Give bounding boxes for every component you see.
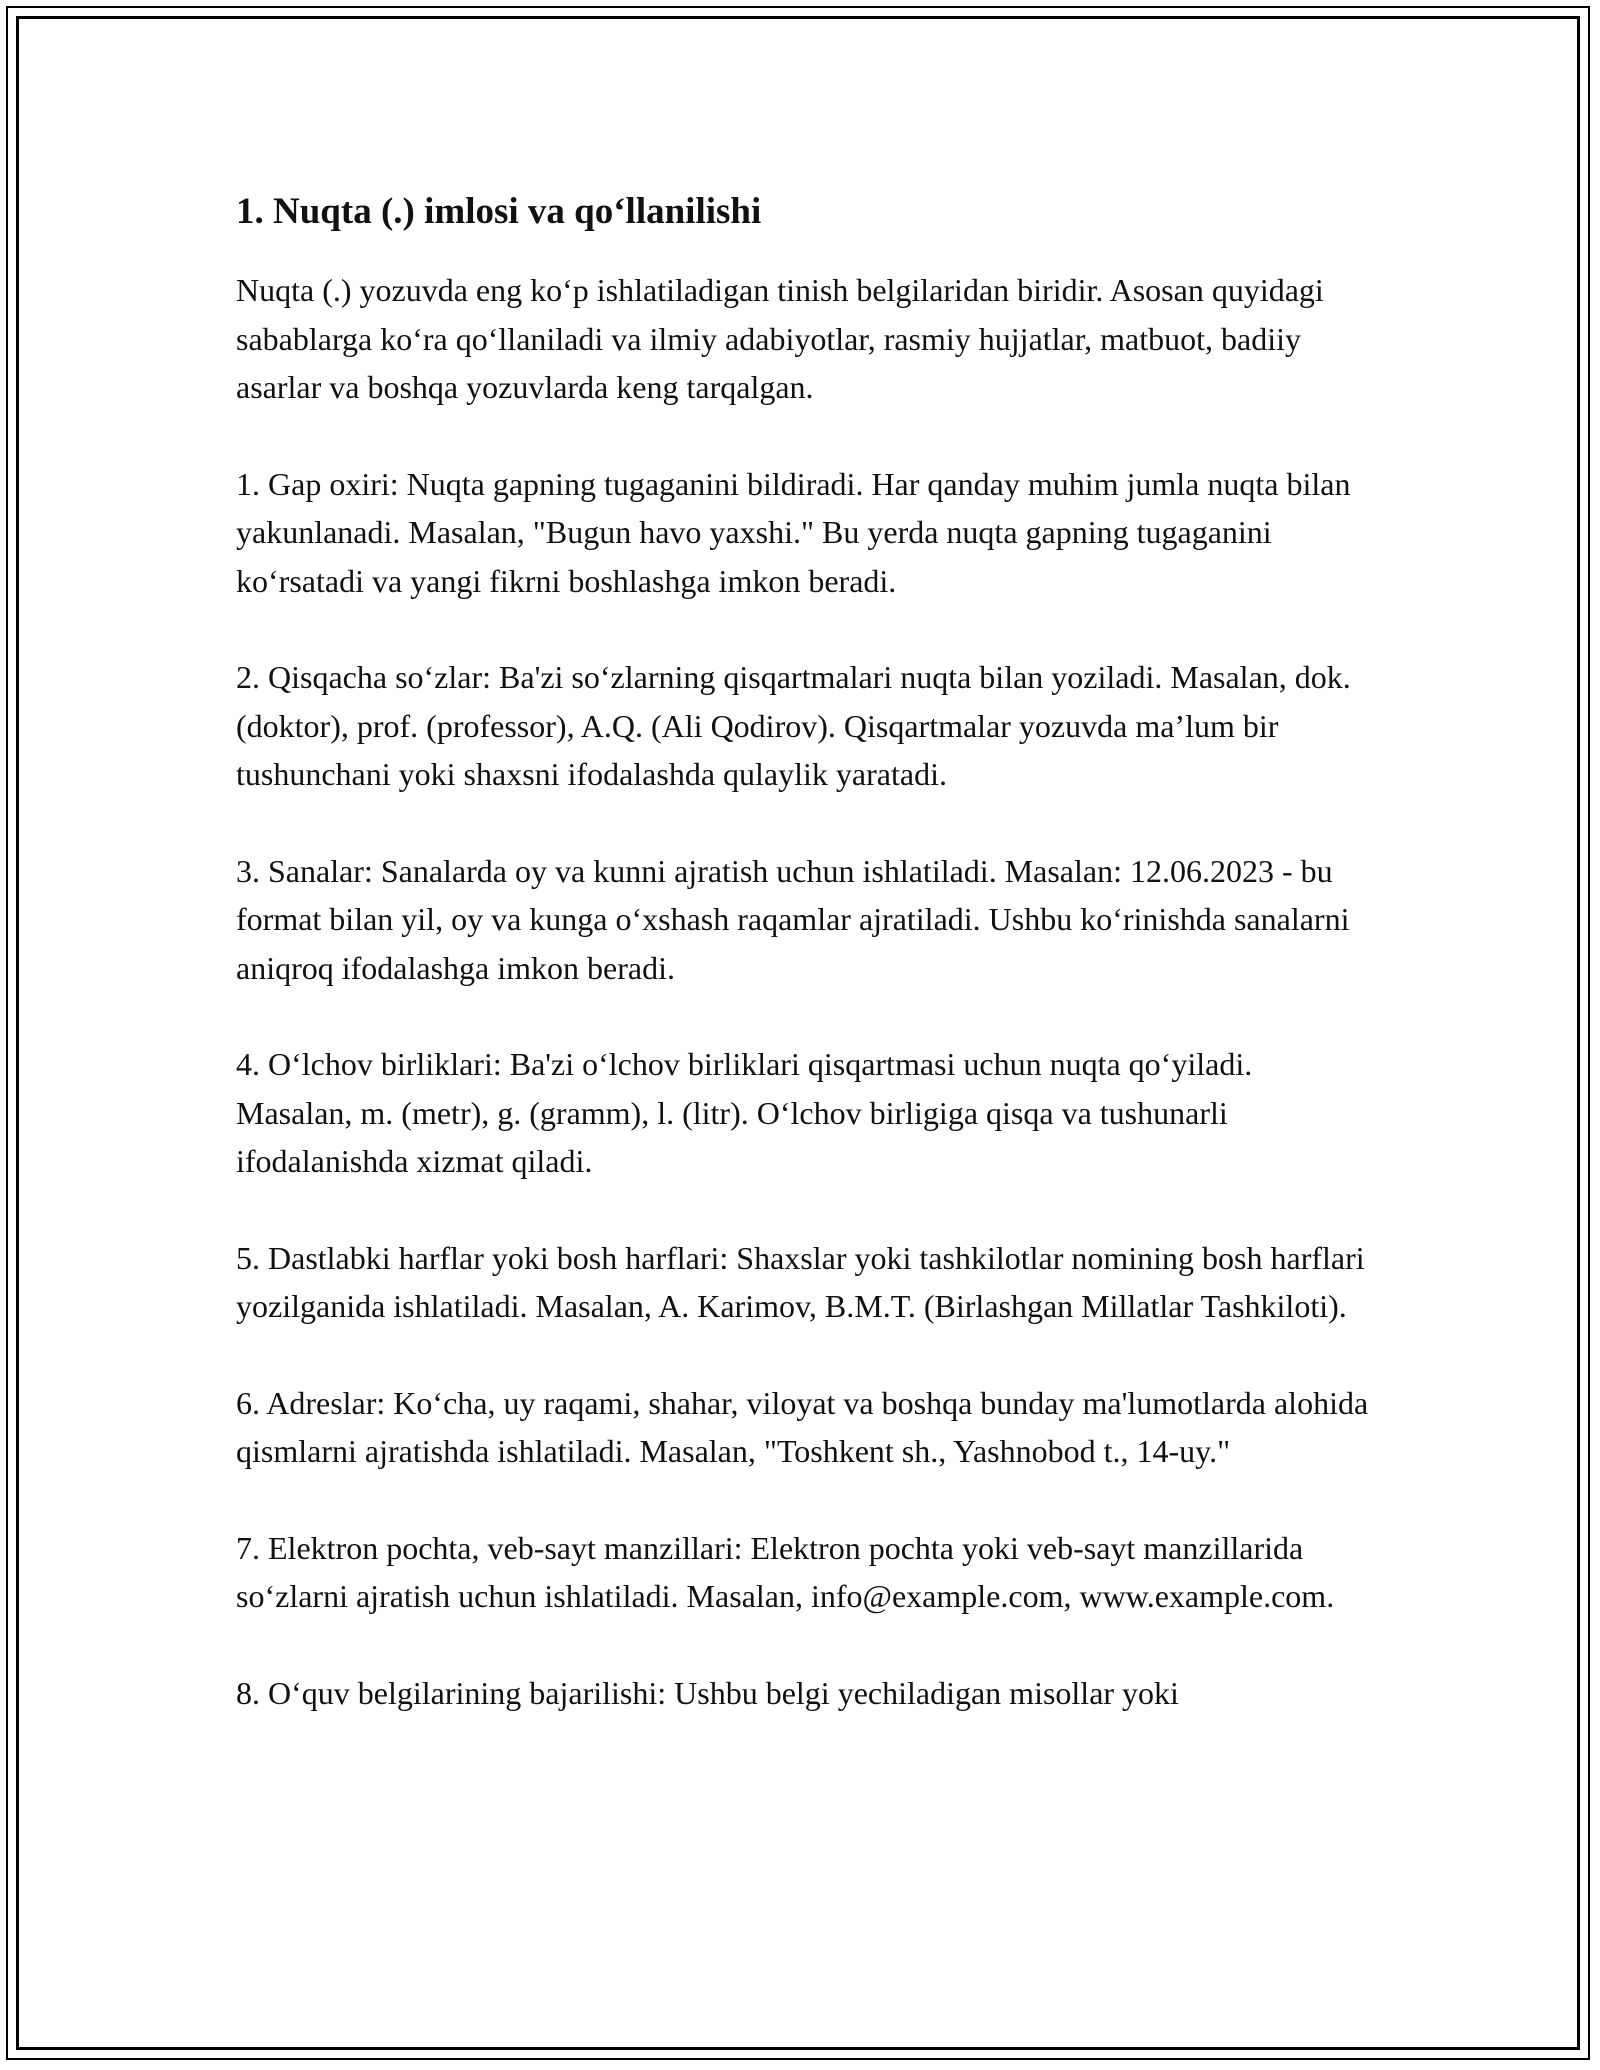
- paragraph-bosh-harflar: 5. Dastlabki harflar yoki bosh harflari: Shaxslar yoki tashkilotlar nomining bosh harflari yozilganida ishlatiladi. Masalan, A. Karimov, B.M.T. (Birlashgan Millatlar Tashkiloti).: [236, 1239, 1365, 1324]
- intro-paragraph: Nuqta (.) yozuvda eng ko‘p ishlatiladigan tinish belgilaridan biridir. Asosan quyidagi sabablarga ko‘ra qo‘llaniladi va ilmiy adabiyotlar, rasmiy hujjatlar, matbuot, badiiy asarlar va boshqa yozuvlarda keng tarqalgan.: [236, 272, 1324, 405]
- paragraph-gap-oxiri: 1. Gap oxiri: Nuqta gapning tugaganini bildiradi. Har qanday muhim jumla nuqta bilan yakunlanadi. Masalan, "Bugun havo yaxshi." Bu yerda nuqta gapning tugaganini ko‘rsatadi va yangi fikrni boshlashga imkon beradi.: [236, 465, 1351, 599]
- paragraph-sanalar: 3. Sanalar: Sanalarda oy va kunni ajratish uchun ishlatiladi. Masalan: 12.06.2023 - bu format bilan yil, oy va kunga o‘xshash raqamlar ajratiladi. Ushbu ko‘rinishda sanalarni aniqroq ifodalashga imkon beradi.: [236, 852, 1350, 986]
- paragraph-oquv-belgilari: 8. O‘quv belgilarining bajarilishi: Ushbu belgi yechiladigan misollar yoki: [236, 1674, 1179, 1711]
- document-title: 1. Nuqta (.) imlosi va qo‘llanilishi: [236, 191, 762, 232]
- document-body: [236, 188, 1376, 1765]
- paragraph-qisqacha-sozlar: 2. Qisqacha so‘zlar: Ba'zi so‘zlarning qisqartmalari nuqta bilan yoziladi. Masalan, dok. (doktor), prof. (professor), A.Q. (Ali Qodirov). Qisqartmalar yozuvda ma’lum bir tushunchani yoki shaxsni ifodalashda qulaylik yaratadi.: [236, 659, 1351, 792]
- paragraph-adreslar: 6. Adreslar: Ko‘cha, uy raqami, shahar, viloyat va boshqa bunday ma'lumotlarda alohida qismlarni ajratishda ishlatiladi. Masalan, "Toshkent sh., Yashnobod t., 14-uy.": [236, 1384, 1369, 1469]
- paragraph-olchov-birliklari: 4. O‘lchov birliklari: Ba'zi o‘lchov birliklari qisqartmasi uchun nuqta qo‘yiladi. Masalan, m. (metr), g. (gramm), l. (litr). O‘lchov birligiga qisqa va tushunarli ifodalanishda xizmat qiladi.: [236, 1046, 1253, 1179]
- paragraph-elektron-pochta: 7. Elektron pochta, veb-sayt manzillari: Elektron pochta yoki veb-sayt manzillarida so‘zlarni ajratish uchun ishlatiladi. Masalan, info@example.com, www.example.com.: [236, 1529, 1335, 1614]
